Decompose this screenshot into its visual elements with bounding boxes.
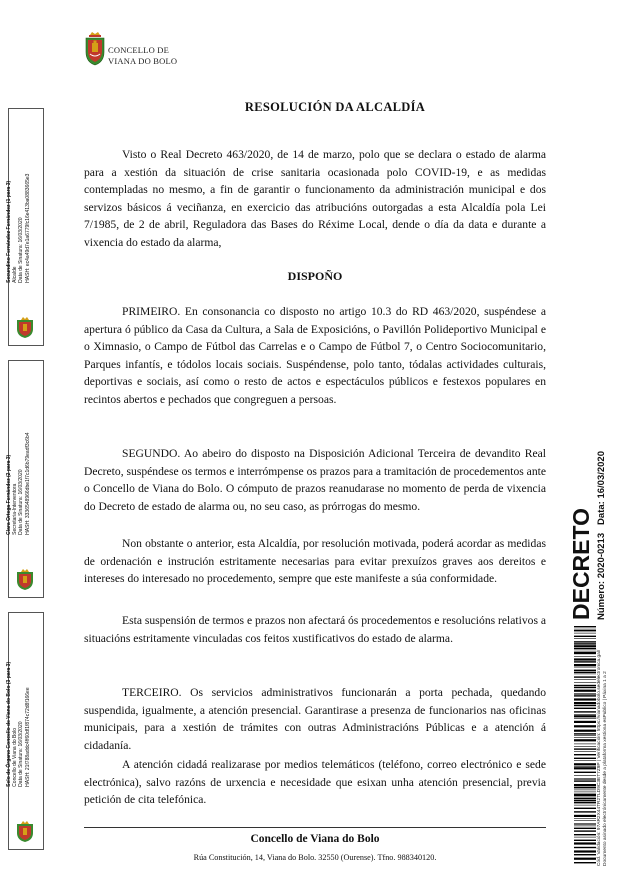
paragraph-atencion: A atención cidadá realizarase por medios telemáticos (teléfono, correo electrónico e sede electrónica), salvo razóns de urxencia e necesidade que esixan unha atención presencial, previa petición de cita telefónica. — [84, 758, 546, 807]
signer-name: Secundino Fernández Fernández (1 para 3) — [6, 181, 13, 283]
verification-code: Cód. Validación: 97AR2X44TR2TLD9C3ET7Z9P | Verificación: https://vianadobolo.sedelectronica.gal/ — [597, 649, 602, 866]
footer-divider — [84, 827, 546, 828]
seal-icon — [16, 821, 34, 843]
barcode-icon — [574, 626, 596, 864]
decreto-date: Data: 16/03/2020 — [596, 450, 607, 525]
signer-name: Clara Ortega Fernández (2 para 3) — [6, 454, 13, 535]
verification-platform: Documento asinado electrónicamente desde a plataforma xestiona esPublico | Páxina 1 a 2 — [603, 671, 608, 866]
signer-role: Secretaria-Interventora — [12, 483, 19, 535]
decreto-label — [568, 260, 595, 620]
signature-block-3 — [8, 612, 44, 850]
decreto-word: DECRETO — [568, 507, 594, 620]
signature-block-1 — [8, 108, 44, 346]
signature-hash: HASH: 3336548966dbe1f7c1d6b79eadf3c6b4 — [24, 432, 31, 535]
paragraph-non-obstante: Non obstante o anterior, esta Alcaldía, por resolución motivada, poderá acordar as medidas de ordenación e instrución estritamente necesarias para evitar prexuízos graves aos dereitos e intereses do interesado no procedemento, sempre que este manifeste a súa conformidade. — [84, 537, 546, 586]
signature-hash: HASH: ec4a49d7e1a6779fc16e413ba0883665e3 — [24, 173, 31, 283]
footer-org-name: Concello de Viana do Bolo — [250, 833, 380, 845]
paragraph-suspension: Esta suspensión de termos e prazos non afectará ós procedementos e resolucións relativos a situacións estritamente vinculadas cos feitos xustificativos do estado de alarma. — [84, 614, 546, 645]
signature-date: Data de Sinatura: 16/03/2020 — [18, 217, 25, 283]
signer-name: Selo de Órgano Concello de Viana do Bolo (3 para 3) — [6, 662, 13, 787]
organization-name — [108, 45, 177, 67]
organization-line-1: CONCELLO DE — [108, 45, 169, 55]
paragraph-terceiro: TERCEIRO. Os servicios administrativos funcionarán a porta pechada, quedando suspendida, igualmente, a atención presencial. Garantirase a presenza de funcionarios nas oficinas municipais, para a xestión de trámites con outras Administracións Públicas e a atención á cidadanía. — [84, 686, 546, 752]
signature-date: Data de Sinatura: 16/03/2020 — [18, 469, 25, 535]
signature-block-2 — [8, 360, 44, 598]
intro-paragraph: Visto o Real Decreto 463/2020, de 14 de marzo, polo que se declara o estado de alarma para a xestión da situación de crise sanitaria ocasionada polo COVID-19, e as medidas contempladas no mesmo, a fin de garantir o funcionamento da administración municipal e dos servizos básicos á veciñanza, en exercicio das atribucións outorgadas a esta Alcaldía pola Lei 7/1985, de 2 de abril, Reguladora das Bases do Réxime Local, dende o día da data e durante a vixencia do estado da alarma, — [84, 148, 546, 249]
signer-role: Concello de Viana do Bolo — [12, 728, 19, 787]
signer-role: Alcalde — [12, 266, 19, 283]
document-title: RESOLUCIÓN DA ALCALDÍA — [244, 100, 426, 114]
organization-line-2: VIANA DO BOLO — [108, 56, 178, 66]
signature-hash: HASH: 21f788addc4ff60df1f874c72d8f166ee — [24, 687, 31, 787]
footer-address: Rúa Constitución, 14, Viana do Bolo. 32550 (Ourense). Tfno. 988340120. — [193, 853, 437, 862]
paragraph-segundo: SEGUNDO. Ao abeiro do disposto na Disposición Adicional Terceira de devandito Real Decreto, suspéndese os termos e interrómpense os prazos para a tramitación de procedementos ante o Concello de Viana do Bolo. O cómputo de prazos reanudarase no momento de perda de vixencia do Decreto de estado de alarma ou, no seu caso, as prórrogas do mesmo. — [84, 447, 546, 513]
verification-text — [597, 506, 609, 866]
decreto-number: Número: 2020-0213 — [596, 532, 607, 620]
paragraph-primeiro: PRIMEIRO. En consonancia co disposto no artigo 10.3 do RD 463/2020, suspéndese a apertura ó público da Casa da Cultura, a Sala de Exposicións, o Pavillón Polideportivo Municipal e o Ximnasio, o Campo de Fútbol das Carrelas e o Campo de Fútbol 7, o Centro Sociocomunitario, Parques infantís, e tódolos locais sociais. Suspéndense, polo tanto, tódalas actividades culturais, deportivas e sociais, así como o resto de actos e espectáculos públicos e festexos populares en recintos abertos e pechados que congreguen a persoas. — [84, 305, 546, 406]
signature-date: Data de Sinatura: 16/03/2020 — [18, 721, 25, 787]
municipal-coat-of-arms-icon — [84, 32, 106, 66]
disposes-heading: DISPOÑO — [287, 269, 343, 283]
